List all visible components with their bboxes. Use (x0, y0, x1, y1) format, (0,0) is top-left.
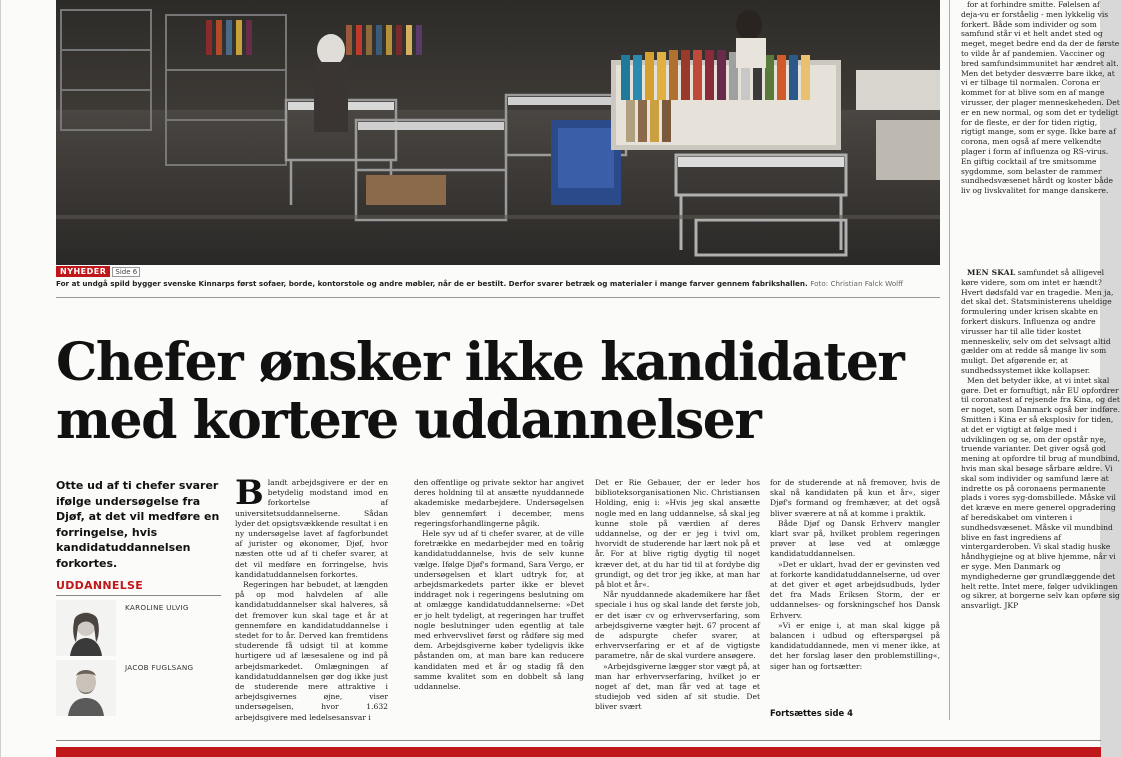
article-paragraph: »Det er uklart, hvad der er gevinsten ved at forkorte kandidatuddannelserne, ud over at det giver et øget arbejdsudbuds, lyder det fra Mads Eriksen Storm, der er uddannelses- og forskningschef hos Dansk Erhverv. (770, 559, 940, 620)
headline-line-2: med kortere uddannelser (56, 390, 761, 451)
divider (56, 297, 940, 298)
author-name: KAROLINE ULVIG (125, 603, 189, 612)
factory-photo-image (56, 0, 940, 265)
kicker-page: Side 6 (112, 267, 140, 277)
article-paragraph: Når nyuddannede akademikere har fået speciale i hus og skal lande det første job, er det især cv og erhvervserfaring, som arbejdsgiverne vægter højt. 67 procent af de adspurgte chefer svarer, at erhvervserfaring er et af de vigtigste parametre, når de skal vurdere ansøgere. (595, 590, 760, 661)
column-divider (949, 0, 950, 720)
headline (56, 334, 940, 450)
article-paragraph: Regeringen har bebudet, at længden på op mod halvdelen af alle kandidatuddannelser skal halveres, så det fremover kun skal tage et år at gennemføre en kandidatuddannelse i stedet for to år. Derved kan fremtidens studerende få udsigt til at komme hurtigere ud af læsesalene og ind på arbejdsmarkedet. Omlægningen af kandidatuddannelsen gør dog ikke just de studerende mere attraktive i arbejdsgivernes øjne, viser undersøgelsen, hvor 1.632 arbejdsgivere med ledelsesansvar i (235, 580, 388, 722)
editorial-paragraph: for at forhindre smitte. Følelsen af deja-vu er forståelig - men lykkelig vis forkert. Både som individer og som samfund står vi et helt andet sted og meget, meget bedre end da der de første to vilde år af pandemien. Vacciner og bred samfundsimmunitet har ændret alt. Men det betyder desværre bare ikke, at vi er tilbage til normalen. Corona er kommet for at blive som en af mange virusser, der plager menneskeheden. Det er en new normal, og som det er tydeligt for de fleste, er der for tiden rigtig, rigtigt mange, som er syge. Ikke bare af corona, men også af mere velkendte plager i form af influenza og RS-virus. En giftig cocktail af tre smitsomme sygdomme, som belaster de rammer sundhedsvæsenet hårdt og koster både liv og livskvalitet for mange danskere. (961, 0, 1120, 196)
article-column-4 (770, 478, 940, 726)
article-paragraph: »Arbejdsgiverne lægger stor vægt på, at man har erhvervserfaring, hvilket jo er noget af det, man får ved at tage et studiejob ved siden af sit studie. Det bliver svært (595, 661, 760, 712)
section-label: UDDANNELSE (56, 579, 221, 596)
section-kicker (56, 266, 140, 277)
article-column-3 (595, 478, 760, 740)
article-column-1 (235, 473, 388, 740)
lead-paragraph: Otte ud af ti chefer svarer ifølge undersøgelse fra Djøf, at det vil medføre en forringelse, hvis kandidatuddannelsen forkortes. (56, 479, 220, 570)
author-byline (56, 600, 221, 658)
article-paragraph: Det er Rie Gebauer, der er leder hos biblioteksorganisationen Nic. Christiansen Holding, enig i: »Hvis jeg skal ansætte nogle med en lang uddannelse, så skal jeg kunne stole på værdien af deres uddannelse, og der er jeg i tvivl om, hvorvidt de studerende har lært nok på et år. For at blive rigtig dygtig til noget kræver det, at du har tid til at fordybe dig grundigt, og det tror jeg ikke, at man har på blot et år«. (595, 478, 760, 590)
kicker-tag: NYHEDER (56, 266, 110, 277)
bottom-rule (56, 740, 1101, 741)
caption-text: For at undgå spild bygger svenske Kinnarps først sofaer, borde, kontorstole og andre møbler, når de er bestilt. Derfor svarer betræk og materialer i mange farver gennem fabrikshallen. (56, 279, 808, 288)
article-column-2 (414, 478, 584, 740)
drop-cap: B (235, 473, 264, 513)
editorial-column-top (961, 0, 1120, 262)
editorial-paragraph: MEN SKAL samfundet så alligevel køre videre, som om intet er hændt? Hvert dødsfald var en tragedie. Men ja, det skal det. Statsministerens uheldige formulering under krisen skabte en forkert diskurs. Influenza og andre virusser har til alle tider kostet menneskeliv, selv om det selvsagt altid gælder om at redde så mange liv som muligt. Det afgørende er, at sundhedssystemet ikke kollapser. (961, 268, 1114, 375)
editorial-column-bottom (961, 268, 1121, 720)
photo-credit: Foto: Christian Falck Wolff (810, 279, 904, 288)
article-paragraph: for de studerende at nå fremover, hvis de skal nå kandidaten på kun et år«, siger Djøf's formand og fremhæver, at det også bliver sværere at nå at komme i praktik. (770, 478, 940, 518)
article-paragraph: Hele syv ud af ti chefer svarer, at de ville foretrække en medarbejder med en toårig kandidatuddannelse, hvis de selv kunne vælge. Ifølge Djøf's formand, Sara Vergo, er undersøgelsen et klart udtryk for, at arbejdsmarkedets parter ikke er blevet inddraget nok i regeringens beslutning om at omlægge kandidatuddannelserne: »Det er jo helt tydeligt, at regeringen har truffet nogle beslutninger uden egentlig at tale med erhvervslivet først og rådføre sig med dem. Arbejdsgiverne køber tydeligvis ikke påstanden om, at man bare kan reducere kandidaten med et år og stadig få den samme kvalitet som en dobbelt så lang uddannelse. (414, 529, 584, 692)
article-paragraph: Blandt arbejdsgivere er der en betydelig modstand imod en forkortelse af universitetsuddannelserne. Sådan lyder det opsigtsvækkende resultat i en ny undersøgelse lavet af fagforbundet af jurister og økonomer, Djøf, hvor næsten otte ud af ti chefer svarer, at det vil medføre en forringelse, hvis kandidatuddannelsen forkortes. (235, 473, 388, 579)
author-photo (56, 600, 116, 656)
author-byline (56, 660, 221, 718)
headline-line-1: Chefer ønsker ikke kandidater (56, 332, 904, 393)
author-name: JACOB FUGLSANG (125, 663, 194, 672)
factory-photo (56, 0, 940, 265)
editorial-paragraph: Men det betyder ikke, at vi intet skal gøre. Det er fornuftigt, når EU opfordrer til coronatest af rejsende fra Kina, og det er noget, som Danmark også bør indføre. Smitten i Kina er så eksplosiv for tiden, at det er vigtigt at følge med i udviklingen og se, om der opstår nye, truende varianter. Det giver også god mening at opfordre til brug af mundbind, hvis man skal besøge sårbare ældre. Vi skal som individer og samfund lære at indrette os på coronaens permanente plads i vores syg-domsbillede. Måske vil det kræve en mere generel opgradering af beredskabet om vinteren i sundhedsvæsenet. Måske vil mundbind blive en fast ingrediens af vintergarderoben. Vi skal stadig huske håndhygiejne og at blive hjemme, når vi er syge. Men Danmark og myndighederne gør grundlæggende det helt rette. Intet mere, følger udviklingen og sikrer, at borgerne selv kan opføre sig ansvarligt. JKP (961, 375, 1121, 611)
article-paragraph: Både Djøf og Dansk Erhverv mangler klart svar på, hvilket problem regeringen prøver at løse ved at omlægge kandidatuddannelsen. (770, 518, 940, 559)
continued-link[interactable]: Fortsættes side 4 (770, 708, 853, 718)
article-paragraph: den offentlige og private sektor har angivet deres holdning til at ansætte nyuddannede akademiske medarbejdere. Undersøgelsen blev gennemført i december, mens regeringsforhandlingerne pågik. (414, 478, 584, 528)
editorial-caps: MEN SKAL (967, 268, 1016, 277)
photo-caption (56, 279, 940, 288)
author-photo (56, 660, 116, 716)
bottom-red-bar (56, 747, 1101, 757)
article-paragraph: »Vi er enige i, at man skal kigge på balancen i udbud og efterspørgsel på kandidatuddannede, men vi mener ikke, at det her forslag løser den problemstilling«, siger han og fortsætter: (770, 620, 940, 671)
editorial-signature: JKP (1004, 601, 1019, 611)
